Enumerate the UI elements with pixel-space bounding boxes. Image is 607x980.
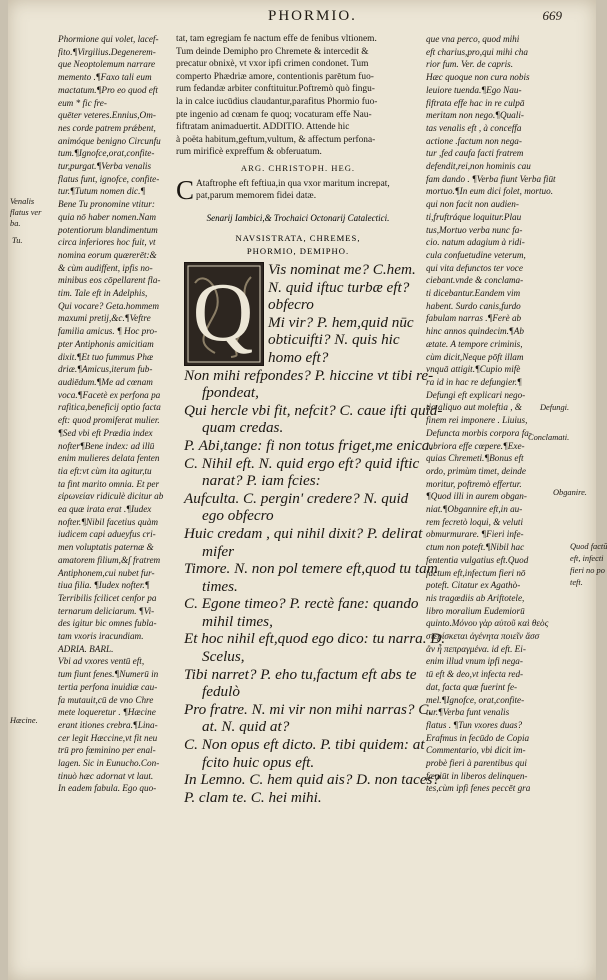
commentary-line: factum eft,infectum fieri nō — [426, 567, 526, 578]
verse-line: Qui hercle vbi fit, nefcit? C. caue ifti quid- — [184, 401, 443, 419]
commentary-line: tur,purgat.¶Verba venalis — [58, 161, 152, 172]
commentary-line: Antiphonem,cui nubet fur- — [58, 567, 155, 578]
commentary-line: tū eft & deo,vt infecta red- — [426, 669, 524, 680]
commentary-line: habent. Surdo canis,furdo — [426, 300, 521, 311]
verse-line: fedulò — [202, 683, 240, 701]
verse-line: Scelus, — [202, 648, 245, 666]
commentary-line: enim mulieres delata fenten — [58, 453, 160, 464]
argument-prose — [176, 33, 420, 159]
commentary-line: actione .factum non nega- — [426, 135, 522, 146]
commentary-line: tes,cùm ipfi fenes peccēt gra — [426, 783, 531, 794]
commentary-line: ciebant.vnde & conclama- — [426, 275, 524, 286]
right-margin-note: Quod factū — [570, 542, 607, 551]
verse-line: homo eft? — [268, 348, 329, 366]
prose-line: Tum deinde Demipho pro Chremete & intercedit & — [176, 46, 369, 57]
commentary-line: & cùm audiffent, ipfis no- — [58, 262, 153, 273]
verse-line: Timore. N. non pol temere eft,quod tu tam — [184, 560, 438, 578]
verse-line: mifer — [202, 542, 235, 560]
commentary-line: Vbi ad vxores ventū eft, — [58, 656, 145, 667]
verse-line: Vis nominat me? C.hem. — [268, 261, 416, 278]
commentary-line: Terribilis fcilicet cenfor pa — [58, 592, 157, 603]
commentary-line: tum.¶Ignofce,orat,confite- — [58, 148, 155, 159]
verse-line: at. N. quid at? — [202, 718, 290, 736]
argument-initial: C — [176, 175, 195, 205]
commentary-line: fa mutauit,cū de vno Chre — [58, 694, 154, 705]
commentary-line: ti dicebantur.Eandem vim — [426, 288, 521, 299]
commentary-line: fententia vulgatius eft.Quod — [426, 554, 529, 565]
commentary-line: εἰρωνείαν ridiculè dicitur ab — [58, 491, 164, 502]
commentary-line: nomina eorum quærerēt:& — [58, 249, 157, 260]
commentary-line: leuiore tuenda.¶Ego Nau- — [426, 84, 522, 95]
commentary-line: cer legit Hæccine,vt fit neu — [58, 732, 158, 743]
verse-line: C. Nihil eft. N. quid ergo eft? quid iftic — [184, 454, 420, 472]
commentary-line: tiua filia. ¶Iudex nofter.¶ — [58, 580, 150, 591]
verse-line: Non mihi refpondes? P. hiccine vt tibi re- — [184, 366, 434, 384]
commentary-line: audiēdum.¶Me ad cœnam — [58, 376, 153, 387]
commentary-line: στερίσκεται ἀγένητα ποιεῖν ἅσσ — [426, 631, 540, 642]
left-commentary-column — [58, 33, 172, 795]
verse-line: obticuifti? N. quis hic — [268, 331, 400, 349]
commentary-line: nes corde patrem prǽbent, — [58, 122, 156, 133]
verse-line: Mi vir? P. hem,quid nūc — [268, 313, 414, 331]
commentary-line: nofter.¶Nibil facetius quàm — [58, 516, 158, 527]
commentary-line: rafitica,beneficij optio facta — [58, 402, 161, 413]
left-margin-note: Tu. — [12, 236, 23, 245]
dramatis-personae — [176, 232, 420, 258]
commentary-line: Commentario, vbi dicit im- — [426, 745, 526, 756]
commentary-line: iudicem capi adueyfus cri- — [58, 529, 156, 540]
commentary-line: eft: quod promiferat mulier. — [58, 415, 160, 426]
commentary-line: ctum non poteft.¶Nibil hac — [426, 542, 525, 553]
commentary-line: ADRIA. BARL. — [58, 643, 114, 654]
verse-line: Et hoc nihil eft,quod ego dico: tu narra. D. — [184, 630, 446, 648]
commentary-line: circa inferiores hoc fuit, vt — [58, 237, 156, 248]
verse-line: Huic credam , qui nihil dixit? P. delirat — [184, 524, 423, 542]
commentary-line: que Neoptolemum narrare — [58, 59, 156, 70]
verse-line: fpondeat, — [202, 384, 259, 402]
commentary-line: minibus eos cōpellarent fla- — [58, 275, 161, 286]
verse-line: P. Abi,tange: fi non totus friget,me enica. — [184, 436, 434, 454]
page-number: 669 — [542, 8, 562, 23]
commentary-line: potentiorum blandimentum — [58, 224, 158, 235]
commentary-line: eft charius,pro,qui mihi cha — [426, 46, 528, 57]
verse-line: times. — [202, 577, 238, 595]
commentary-line: finem rei imponere . Liuius, — [426, 415, 528, 426]
running-title: PHORMIO. — [268, 8, 357, 24]
argument-title: ARG. CHRISTOPH. HEG. — [240, 163, 356, 173]
verse-line: C. Egone timeo? P. rectè fane: quando — [184, 595, 419, 613]
commentary-line: moritur, poftremò effertur. — [426, 478, 522, 489]
verse-line: quam credas. — [202, 419, 284, 437]
commentary-line: Erafmus in fecūdo de Copia — [426, 732, 530, 743]
commentary-line: erant itiones crebra.¶Lina- — [58, 719, 158, 730]
commentary-line: tur.¶Tutum nomen dic.¶ — [58, 186, 146, 197]
commentary-line: cùm dicit,Neque pōft illam — [426, 351, 524, 362]
verse-text — [184, 261, 446, 806]
commentary-line: tinuò hæc adornat vt laut. — [58, 770, 154, 781]
commentary-line: rem fecretò loqui, & veluti — [426, 516, 524, 527]
commentary-line: animóque benigno Circunfu — [58, 135, 161, 146]
verse-line: Tibi narret? P. eho tu,factum eft abs te — [184, 665, 417, 683]
commentary-line: que vna perco, quod mihi — [426, 34, 520, 44]
commentary-line: flatus funt, ignofce, confite- — [58, 173, 160, 184]
left-margin-note: Hæcine. — [10, 716, 38, 725]
commentary-line: tam vxoris iracundiam. — [58, 631, 144, 642]
commentary-line: tur ,fed caufa facti fratrem — [426, 148, 524, 159]
left-margin-note: flatus ver — [10, 208, 42, 217]
verse-line: ego obfecro — [202, 507, 274, 525]
verse-line: N. quid iftuc turbæ eft? — [268, 278, 410, 296]
commentary-line: ra id in hac re defungier.¶ — [426, 376, 522, 387]
commentary-line: Defungi eft explicari nego- — [426, 389, 526, 400]
commentary-line: vnquā attigit.¶Cupio mifè — [426, 364, 521, 375]
commentary-line: fito.¶Virgilius.Degenerem- — [58, 46, 156, 57]
commentary-line: defendit,rei,non hominis cau — [426, 161, 531, 172]
commentary-line: qui vita defunctos ter voce — [426, 262, 523, 273]
commentary-line: mortuo.¶In eum dici folet, mortuo. — [426, 186, 554, 197]
prose-line: precatur obnixè, vt vxor ipfi crimen condonet. Tum — [176, 59, 369, 70]
commentary-line: quias Chremeti.¶Bonus eft — [426, 453, 524, 464]
commentary-line: tas venalis eft , à conceffa — [426, 122, 522, 133]
commentary-line: men voluptatis paternæ & — [58, 542, 154, 553]
commentary-line: tus,Mortuo verba nunc fa- — [426, 224, 523, 235]
commentary-line: quinto.Μόνου γὰρ αὐτοῦ καὶ θεὸς — [426, 618, 549, 629]
meter-note: Senarij Iambici,& Trochaici Octonarij Catalectici. — [206, 213, 390, 223]
commentary-line: cio. natum adagium à ridi- — [426, 237, 525, 248]
commentary-line: Hæc quoque non cura nobis — [426, 72, 530, 83]
commentary-line: Defuncta morbis corpora fa- — [426, 427, 532, 438]
commentary-line: voca.¶Facetè ex perfona pa — [58, 389, 161, 400]
commentary-line: familia amicus. ¶ Hoc pro- — [58, 326, 158, 337]
left-margin-note: Venalis — [10, 197, 35, 206]
commentary-line: ἂν ἦ πεπραγμένα. id eft. Ei- — [426, 643, 526, 654]
prose-line: la in calce iucūdius claudantur,parafitus Phormio fuo- — [176, 96, 378, 107]
commentary-line: mactatum.¶Pro eo quod eft — [58, 84, 158, 95]
commentary-line: ordo, primùm timet, deinde — [426, 465, 526, 476]
commentary-line: rior fum. Ver. de capris. — [426, 59, 514, 70]
commentary-line: dat, facta quæ fuerint fe- — [426, 681, 518, 692]
verse-line: P. clam te. C. hei mihi. — [184, 788, 322, 806]
commentary-line: fiftrata effe hac in re culpā — [426, 97, 525, 108]
right-commentary-column — [426, 33, 576, 795]
persons-line: NAVSISTRATA, CHREMES, — [235, 233, 361, 243]
page-header — [8, 6, 596, 28]
commentary-line: hinc annos quindecim.¶Ab — [426, 326, 524, 337]
commentary-line: ¶Sed vbi eft Prædia index — [58, 427, 153, 438]
right-margin-note: teft. — [570, 578, 583, 587]
commentary-line: mete loqueretur . ¶Hæcine — [58, 707, 156, 718]
commentary-line: obmurmurare. ¶Fieri infe- — [426, 529, 524, 540]
verse-line: mihil times, — [202, 612, 273, 630]
commentary-line: fæuiūt in liberos delinquen- — [426, 770, 528, 781]
commentary-line: fam dando . ¶Verba fiunt Verba fiūt — [426, 173, 556, 184]
commentary-line: cula confuetudine veterum, — [426, 249, 526, 260]
right-margin-note: fieri no po — [570, 566, 605, 575]
commentary-line: qui non facit non audien- — [426, 199, 519, 210]
commentary-line: trū pro fœminino per enal- — [58, 745, 156, 756]
verse-line: In Lemno. C. hem quid ais? D. non taces? — [184, 771, 441, 789]
commentary-line: ternarum deliciarum. ¶Vi- — [58, 605, 155, 616]
commentary-line: driæ.¶Amicus,iterum fub- — [58, 364, 153, 375]
right-margin-note: Obganire. — [553, 488, 587, 497]
verse-line: obfecro — [268, 296, 314, 314]
commentary-line: In eadem fabula. Ego quo- — [58, 783, 157, 794]
prose-line: comperto Phædriæ amore, contentionis parētum fuo- — [176, 71, 374, 82]
commentary-line: dixit.¶Et tuo fummus Phæ — [58, 351, 154, 362]
commentary-line: tur.¶Verba funt venalis — [426, 707, 510, 718]
commentary-line: ti,fruftráque loquitur.Plau — [426, 211, 522, 222]
commentary-line: probè fieri à parentibus qui — [426, 758, 527, 769]
argument-body — [176, 175, 420, 205]
commentary-line: ea quæ irata erat .¶Iudex — [58, 504, 152, 515]
commentary-line: enim illud vnum ipfi nega- — [426, 656, 523, 667]
prose-line: fiftratam animaduertit. ADDITIO. Attende hic — [176, 122, 350, 133]
commentary-line: Qui vocare? Geta.hommem — [58, 300, 159, 311]
commentary-line: lagen. Sic in Eunucho.Con- — [58, 758, 160, 769]
right-margin-note: Conclamati. — [528, 433, 570, 442]
commentary-line: tim. Tale eft in Adelphis, — [58, 288, 148, 299]
commentary-line: Bene Tu pronomine vtitur: — [58, 199, 155, 210]
prose-line: pte ingenio ad cœnam fe quoq; vocaturam effe Nau- — [176, 109, 372, 120]
commentary-line: tertia perfona inuidiæ cau- — [58, 681, 158, 692]
commentary-line: nofter¶Bene index: ad illū — [58, 440, 155, 451]
commentary-line: quēter veteres.Ennius,Om- — [58, 110, 156, 121]
verse-line: Aufculta. C. pergin' credere? N. quid — [184, 489, 409, 507]
prose-line: rum fedandæ arbiter conftituitur.Poftremò quò fingu- — [176, 84, 375, 95]
initial-letter: Q — [192, 266, 254, 359]
right-margin-note: eft, infecti — [570, 554, 604, 563]
commentary-line: flatus . ¶Tun vxores duas? — [426, 719, 523, 730]
right-margin-note: Defungi. — [540, 403, 570, 412]
commentary-line: Phormione qui volet, lacef- — [58, 34, 159, 44]
commentary-line: quia nō haber nomen.Nam — [58, 211, 156, 222]
argument-line: pat,parum memorem fidei datæ. — [196, 191, 317, 202]
verse-line: Pro fratre. N. mi vir non mihi narras? C. — [184, 700, 433, 718]
book-page — [8, 0, 607, 980]
verse-line: narat? P. iam fcies: — [202, 472, 321, 490]
commentary-line: pter Antiphonis amicitiam — [58, 338, 154, 349]
commentary-line: tum fiunt fenes.¶Numerū in — [58, 669, 159, 680]
commentary-line: nis tragœdiis ab Ariftotele, — [426, 592, 525, 603]
verse-line: fcito huic opus eft. — [202, 753, 315, 771]
commentary-line: niat.¶Obgannire eft,in au- — [426, 504, 523, 515]
commentary-line: tia eft:vt cùm ita agitur,tu — [58, 465, 152, 476]
commentary-line: fabulam narras .¶Ferè ab — [426, 313, 522, 324]
commentary-line: lubriora effe cœpere.¶Exe- — [426, 440, 525, 451]
commentary-line: maxumi pretij,&c.¶Veftre — [58, 313, 151, 324]
commentary-line: ¶Quod illi in aurem obgan- — [426, 491, 527, 502]
persons-line: PHORMIO, DEMIPHO. — [246, 246, 350, 256]
commentary-line: ta fint marito omnia. Et per — [58, 478, 160, 489]
left-margin-note: ba. — [10, 219, 21, 228]
prose-line: rum mirificè expreffum & obferuatum. — [176, 147, 322, 158]
commentary-line: mel.¶Ignofce, orat,confite- — [426, 694, 525, 705]
commentary-line: libro moralium Eudemiorū — [426, 605, 525, 616]
commentary-line: amatorem filium,&ſ fratrem — [58, 554, 161, 565]
commentary-line: meritam non nego.¶Quali- — [426, 110, 524, 121]
commentary-line: tio aliquo aut moleftia , & — [426, 402, 522, 413]
argument-line: Ataftrophe eft feftiua,in qua vxor maritum increpat, — [196, 179, 390, 189]
argument-block — [176, 163, 420, 203]
commentary-line: memento .¶Faxo tali eum — [58, 72, 152, 83]
verse-line: C. Non opus eft dicto. P. tibi quidem: at — [184, 736, 425, 754]
prose-line: à poëta habitum,geftum,vultum, & affectum perfona- — [176, 134, 376, 145]
commentary-line: ætate. A tempore criminis, — [426, 338, 523, 349]
commentary-line: des igitur bic omnes fubla- — [58, 618, 157, 629]
prose-line: tat, tam egregiam fe nactum effe de fenibus vltionem. — [176, 34, 377, 44]
commentary-line: poteft. Citatur ex Agathò- — [426, 580, 521, 591]
commentary-line: eum * fic fre- — [58, 97, 107, 108]
